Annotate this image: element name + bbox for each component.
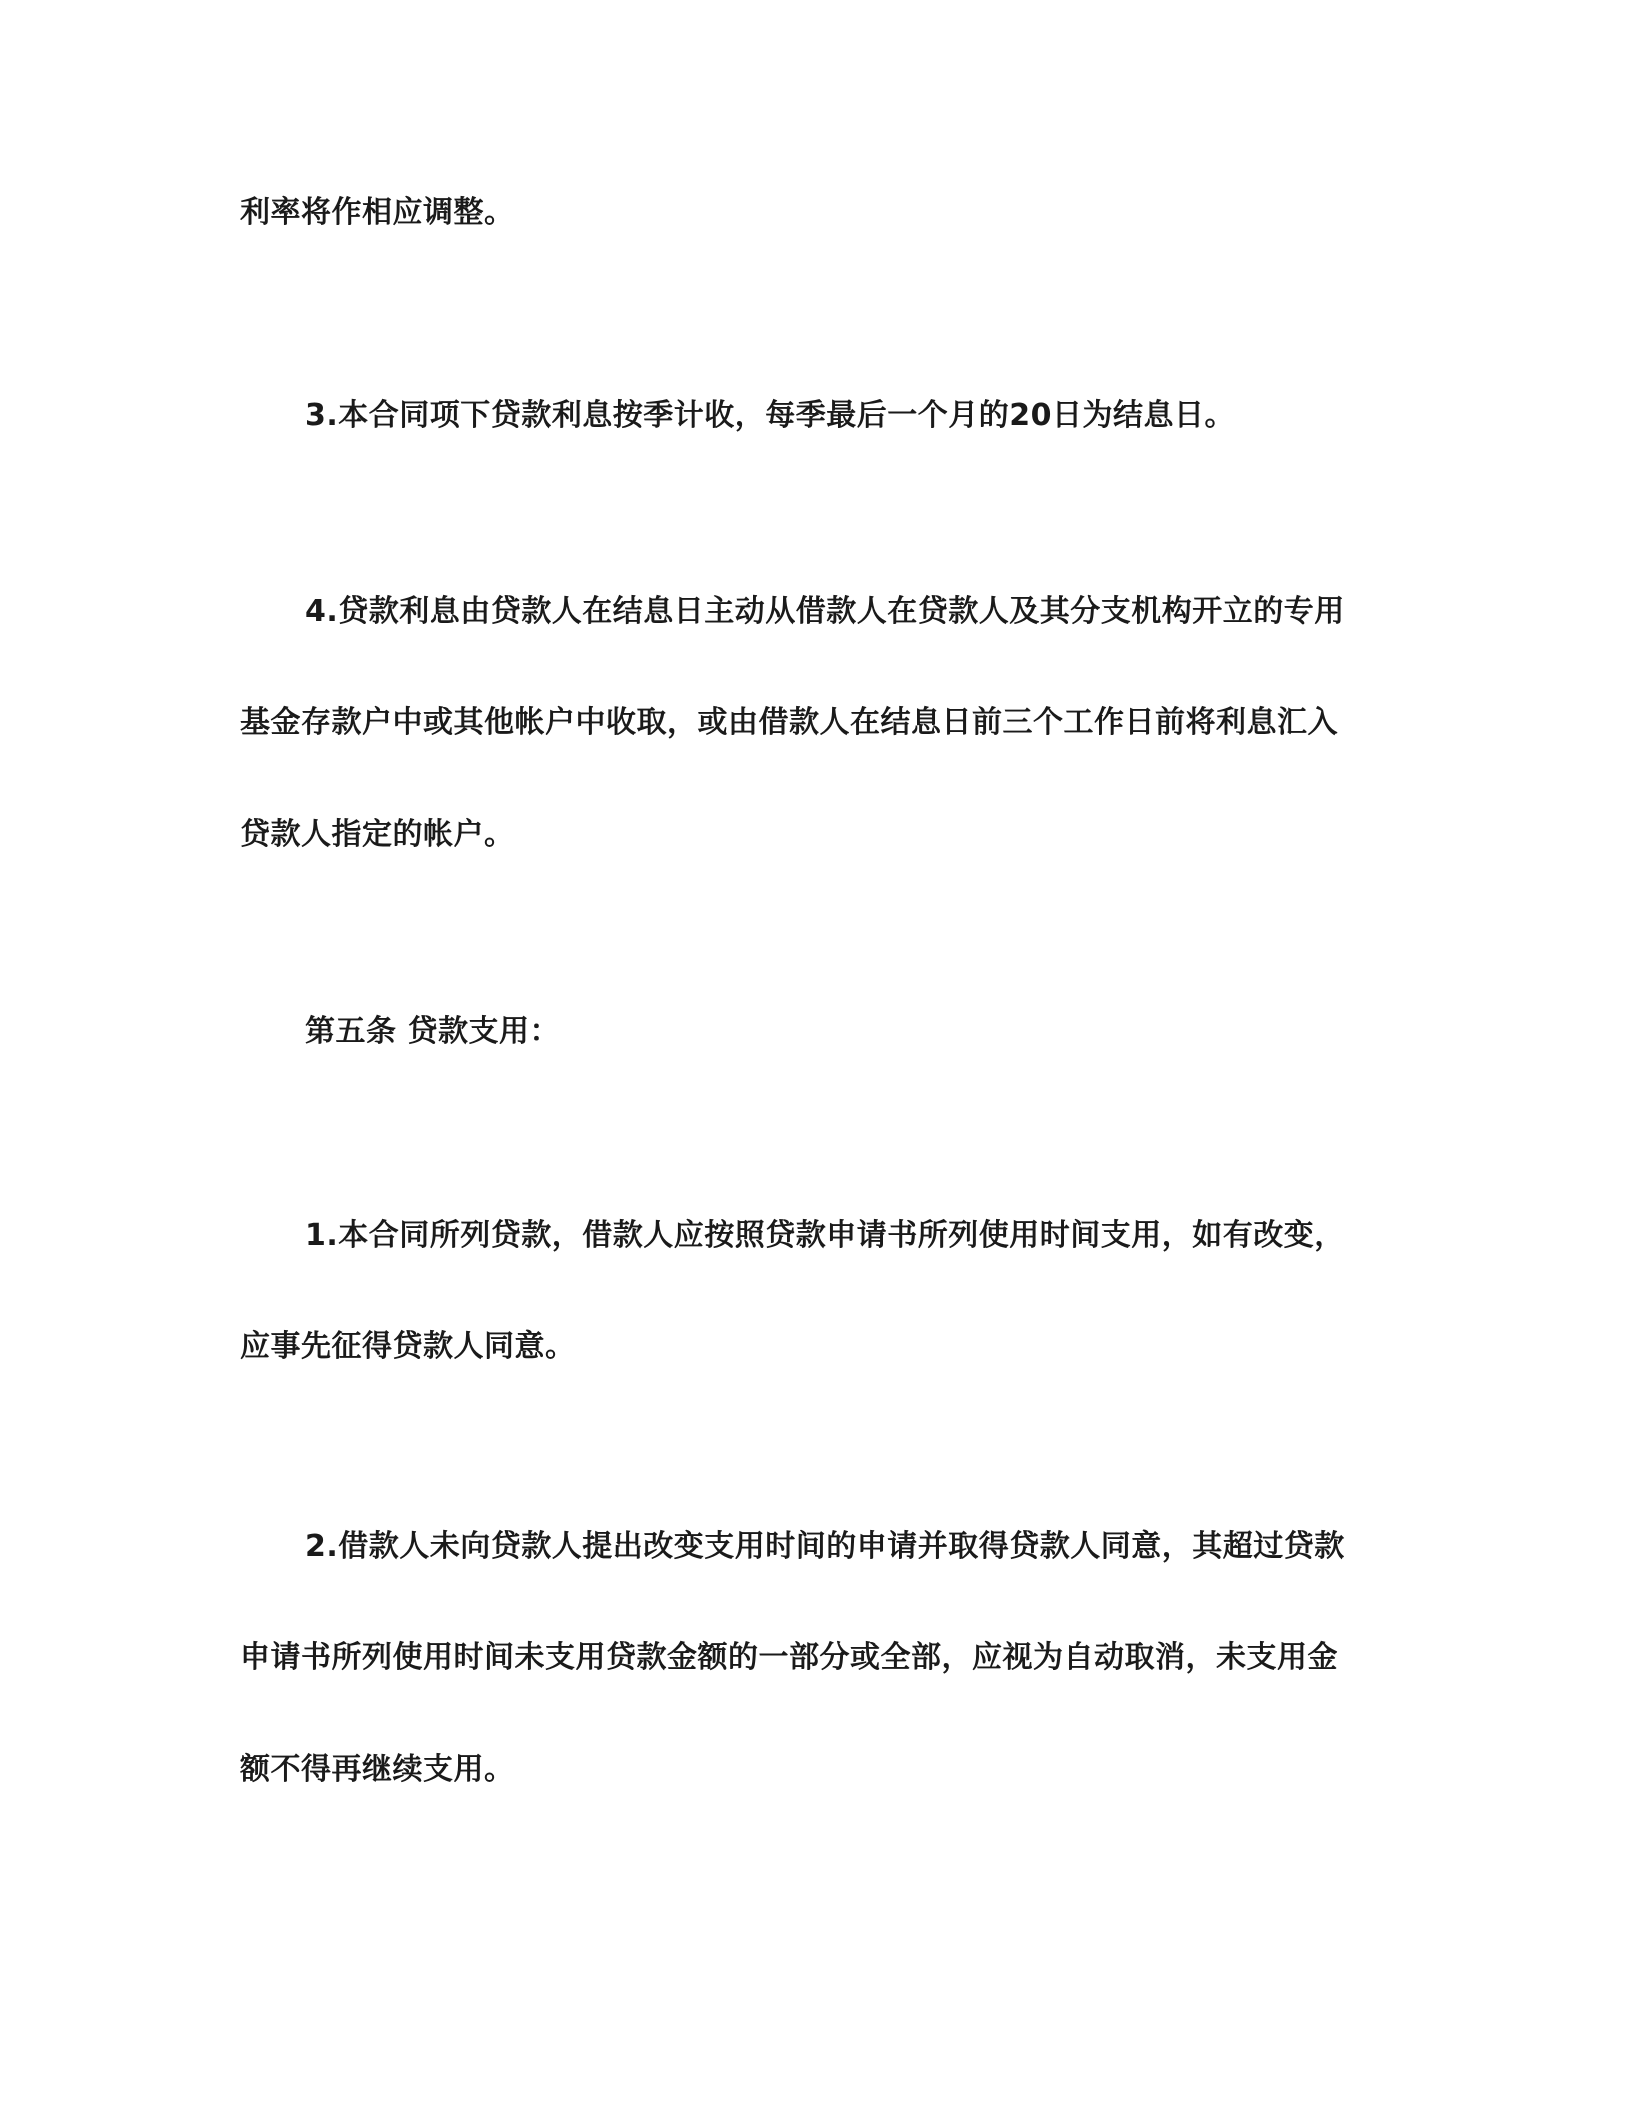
clause-3-line: 3.本合同项下贷款利息按季计收，每季最后一个月的20日为结息日。 xyxy=(305,398,1236,433)
clause-4-line-1: 4.贷款利息由贷款人在结息日主动从借款人在贷款人及其分支机构开立的专用 xyxy=(305,594,1345,629)
clause-4-line-3: 贷款人指定的帐户。 xyxy=(240,817,515,852)
article-5-item-1-line-1: 1.本合同所列贷款，借款人应按照贷款申请书所列使用时间支用，如有改变， xyxy=(305,1218,1345,1253)
article-5-item-2-line-2: 申请书所列使用时间未支用贷款金额的一部分或全部，应视为自动取消，未支用金 xyxy=(240,1640,1338,1675)
article-5-heading: 第五条 贷款支用： xyxy=(305,1014,560,1049)
paragraph-continuation-line: 利率将作相应调整。 xyxy=(240,195,515,230)
article-5-item-2-line-3: 额不得再继续支用。 xyxy=(240,1752,515,1787)
article-5-item-2-line-1: 2.借款人未向贷款人提出改变支用时间的申请并取得贷款人同意，其超过贷款 xyxy=(305,1529,1345,1564)
article-5-item-1-line-2: 应事先征得贷款人同意。 xyxy=(240,1329,576,1364)
clause-4-line-2: 基金存款户中或其他帐户中收取，或由借款人在结息日前三个工作日前将利息汇入 xyxy=(240,705,1338,740)
